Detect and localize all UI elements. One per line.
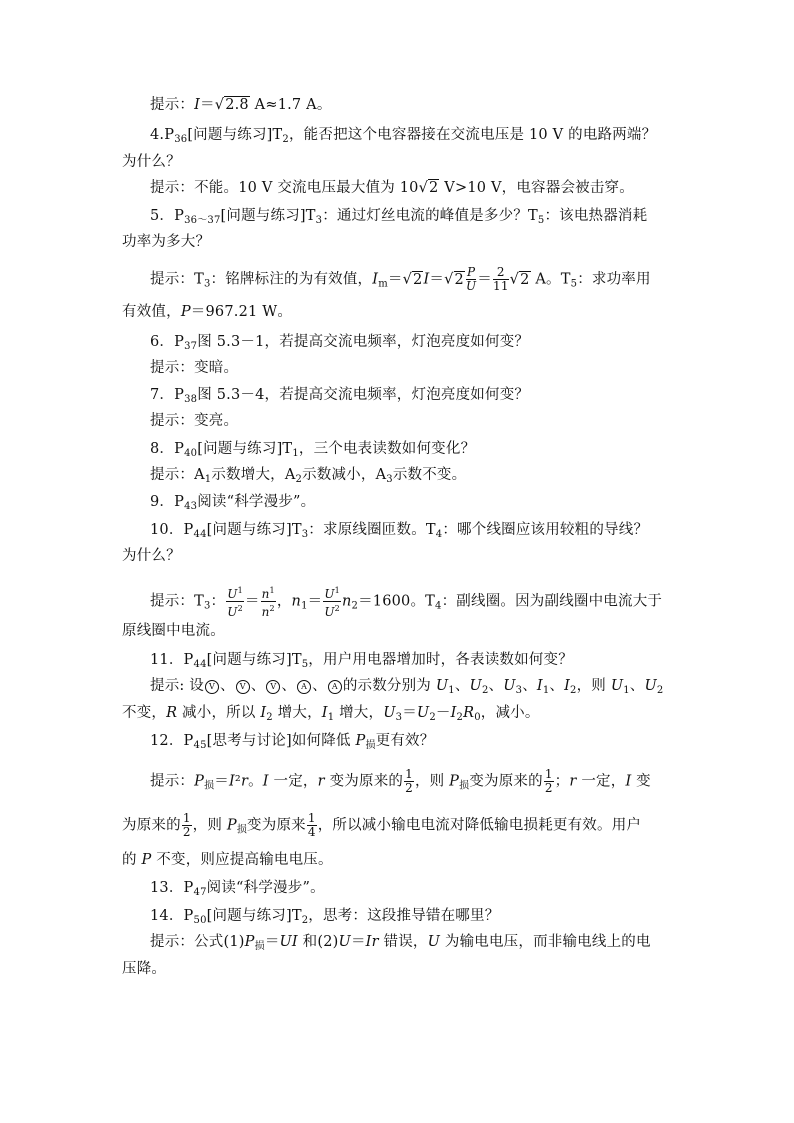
hint-5: 提示：$T_3$：铭牌标注的为有效值，$I_m=√2I=√2$ $\frac{P}{U}$ ＝ $\frac{2}{11}$ √2 A。$T_5$：求功率用 (150, 265, 651, 293)
hint-11: 提示: 设 V 、 V 、 V 、 A 、 A 的示数分别为 $U_1$、$U_2$、$U_3$、$I_1$、$I_2$，则 $U_1$、$U_2$ (150, 678, 664, 696)
hint-10: 提示：$T_3$： $\frac{U^1}{U^2}$ ＝ $\frac{n^1}{n^2}$ ，$n_1=$ $\frac{U^1}{U^2}$ $n_2=1600$。$T_4$：副线圈。因为副线圈中电流大于 (150, 586, 663, 619)
question-11: 11．$P_{44}$[问题与练习]$T_5$，用户用电器增加时，各表读数如何变？ (150, 652, 573, 670)
hint-14: 提示：公式$(1)P_损=UI$ 和(2)U＝Ir 错误，U 为输电电压，而非输电线上的电 (150, 934, 651, 952)
question-4-cont: 为什么？ (122, 154, 181, 170)
hint-6: 提示：变暗。 (150, 360, 239, 376)
hint-line-1: 提示：I＝√2.8 A≈1.7 A。 (150, 97, 332, 113)
question-5-cont: 功率为多大？ (122, 234, 211, 250)
hint-5-cont: 有效值，P＝967.21 W。 (122, 304, 293, 320)
question-13: 13．$P_{47}$阅读“科学漫步”。 (150, 880, 325, 898)
question-8: 8．$P_{40}$[问题与练习]$T_1$，三个电表读数如何变化？ (150, 441, 476, 459)
hint-4: 提示：不能。10 V 交流电压最大值为 10√2 V>10 V，电容器会被击穿。 (150, 180, 634, 196)
hint-14-cont: 压降。 (122, 961, 167, 977)
question-10: 10．$P_{44}$[问题与练习]$T_3$：求原线圈匝数。$T_4$：哪个线圈应该用较粗的导线？ (150, 522, 649, 540)
question-14: 14．$P_{50}$[问题与练习]$T_2$，思考：这段推导错在哪里？ (150, 908, 500, 926)
question-5: 5．$P_{36\sim 37}$[问题与练习]$T_3$：通过灯丝电流的峰值是多少？$T_5$：该电热器消耗 (150, 208, 648, 226)
hint-7: 提示：变亮。 (150, 413, 239, 429)
hint-10-cont: 原线圈中电流。 (122, 623, 225, 639)
question-4: $4.P_{36}$[问题与练习]$T_2$，能否把这个电容器接在交流电压是 10 V 的电路两端？ (150, 127, 657, 145)
question-10-cont: 为什么？ (122, 548, 181, 564)
hint-8: 提示：$A_1$示数增大，$A_2$示数减小，$A_3$示数不变。 (150, 467, 467, 485)
question-7: 7．$P_{38}$图 5.3－4，若提高交流电频率，灯泡亮度如何变？ (150, 387, 530, 405)
hint-12-cont-2: 的 P 不变，则应提高输电电压。 (122, 852, 333, 868)
hint-11-cont: 不变，R 减小，所以 $I_2$ 增大，$I_1$ 增大，$U_3=U_2-I_2R_0$，减小。 (122, 705, 540, 723)
question-12: 12．$P_{45}$[思考与讨论]如何降低 $P_损$更有效？ (150, 733, 435, 751)
question-6: 6．$P_{37}$图 5.3－1，若提高交流电频率，灯泡亮度如何变？ (150, 334, 530, 352)
hint-12-cont-1: 为原来的 $\frac{1}{2}$ ，则 $P_损$变为原来 $\frac{1}{4}$ ，所以减小输电电流对降低输电损耗更有效。用户 (122, 811, 642, 839)
question-9: 9．$P_{43}$阅读“科学漫步”。 (150, 494, 316, 512)
hint-12: 提示：$P_损=I^2r$。I 一定，r 变为原来的 $\frac{1}{2}$ ，则 $P_损$变为原来的 $\frac{1}{2}$ ；r 一定，I 变 (150, 767, 651, 795)
